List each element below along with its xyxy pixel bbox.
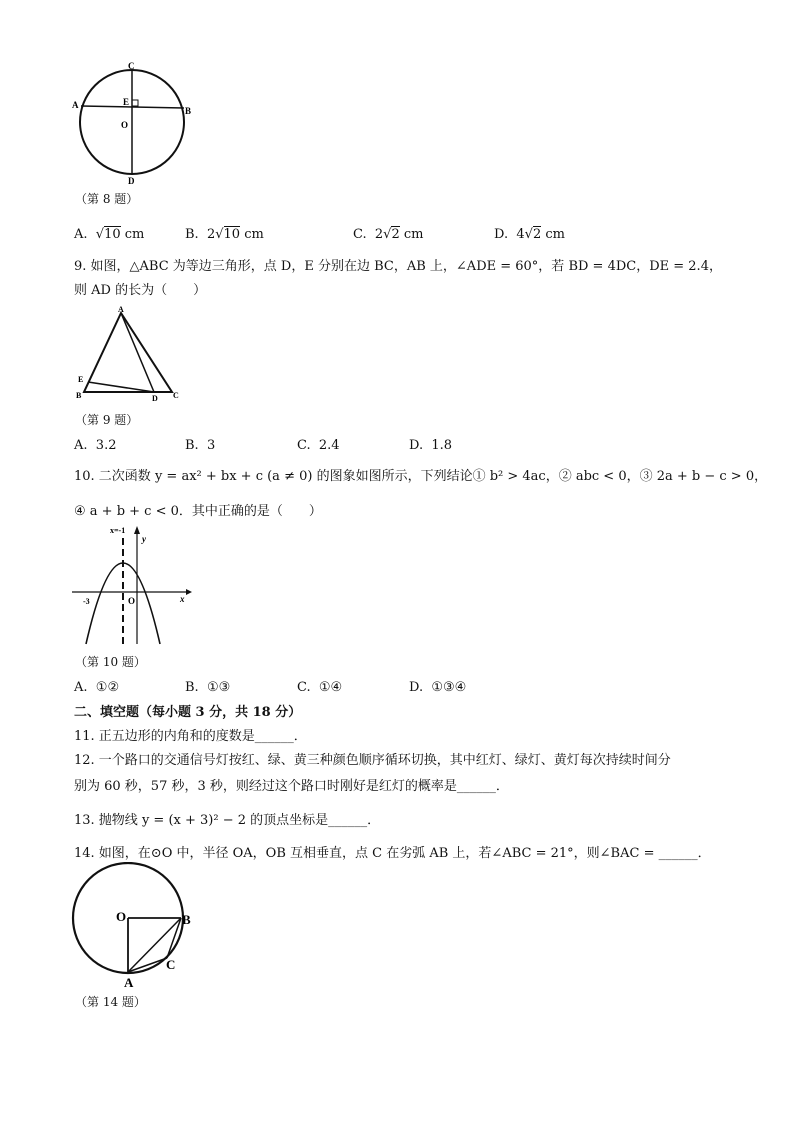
option-letter: A.	[74, 680, 88, 695]
q10-x-arrow	[186, 589, 192, 595]
unit: cm	[403, 227, 424, 242]
unit: cm	[545, 227, 565, 242]
q8-label-d: D	[128, 176, 135, 186]
option-letter: C.	[297, 438, 311, 453]
q9-stem-line2: 则 AD 的长为（ ）	[74, 283, 207, 298]
q10-option-d[interactable]	[409, 679, 466, 697]
section-heading: 二、填空题（每小题 3 分，共 18 分）	[74, 705, 302, 720]
q9-figure	[70, 303, 185, 403]
option-text: 3.2	[95, 438, 117, 453]
option-letter: C.	[353, 227, 367, 242]
q8-right-angle-mark	[132, 100, 138, 106]
option-text: ①③	[206, 680, 231, 695]
q14-label-o: O	[116, 909, 127, 924]
radicand: 2	[532, 227, 542, 242]
q9-label-d: D	[152, 394, 158, 403]
option-letter: A.	[74, 227, 88, 242]
option-letter: D.	[494, 227, 509, 242]
coefficient: 2	[206, 227, 216, 242]
q8-figure	[70, 58, 200, 188]
q9-segment-de	[88, 382, 154, 392]
q8-label-a: A	[72, 100, 79, 110]
q14-label-a: A	[124, 975, 134, 990]
q14-label-c: C	[166, 957, 176, 972]
q8-label-o: O	[121, 120, 129, 130]
q9-option-a[interactable]	[74, 437, 116, 455]
q8-option-b-value	[207, 226, 240, 242]
q8-label-b: B	[185, 106, 192, 116]
unit: cm	[124, 227, 145, 242]
option-letter: D.	[409, 680, 424, 695]
q10-figure	[68, 520, 193, 646]
q10-option-b[interactable]	[185, 679, 230, 697]
option-text: ①④	[318, 680, 343, 695]
q8-option-d[interactable]	[494, 226, 565, 244]
q8-option-c[interactable]	[353, 226, 424, 244]
q10-label-axis: x=-1	[110, 526, 126, 535]
option-letter: C.	[297, 680, 311, 695]
q8-option-d-value	[516, 226, 541, 242]
q12-stem-line2: 别为 60 秒，57 秒，3 秒，则经过这个路口时刚好是红灯的概率是______．	[74, 779, 509, 794]
option-letter: B.	[185, 680, 199, 695]
q10-label-y: y	[142, 534, 146, 544]
q9-triangle-abc	[84, 313, 172, 392]
q10-label-x: x	[180, 594, 185, 604]
q9-caption: （第 9 题）	[75, 413, 139, 427]
q9-option-b[interactable]	[185, 437, 215, 455]
q9-option-d[interactable]	[409, 437, 452, 455]
q8-caption: （第 8 题）	[75, 192, 139, 206]
q8-option-a[interactable]	[74, 226, 144, 244]
q12-stem-line1: 12. 一个路口的交通信号灯按红、绿、黄三种颜色顺序循环切换，其中红灯、绿灯、黄灯每次持续时间分	[74, 753, 671, 768]
option-text: ①②	[95, 680, 120, 695]
radicand: 10	[104, 227, 121, 242]
q9-label-a: A	[118, 305, 124, 314]
q10-caption: （第 10 题）	[75, 655, 146, 669]
q14-figure	[68, 862, 198, 990]
option-text: 2.4	[318, 438, 340, 453]
q10-label-neg3: -3	[83, 597, 90, 606]
q11-stem: 11. 正五边形的内角和的度数是______．	[74, 729, 307, 744]
q8-option-c-value	[375, 226, 400, 242]
q10-option-a[interactable]	[74, 679, 119, 697]
sqrt-sign: √	[383, 227, 392, 242]
q10-label-o: O	[128, 596, 136, 606]
q10-option-c[interactable]	[297, 679, 342, 697]
q8-label-c: C	[128, 61, 135, 71]
option-letter: B.	[185, 227, 199, 242]
q10-stem-line2: ④ a + b + c < 0．其中正确的是（ ）	[74, 504, 322, 519]
option-text: 1.8	[431, 438, 453, 453]
q9-option-c[interactable]	[297, 437, 340, 455]
q14-caption: （第 14 题）	[75, 995, 146, 1009]
option-text: ①③④	[431, 680, 467, 695]
q14-stem: 14. 如图，在⊙O 中，半径 OA，OB 互相垂直，点 C 在劣弧 AB 上，若∠ABC = 21°，则∠BAC = ______．	[74, 846, 711, 861]
q9-label-b: B	[76, 391, 82, 400]
q14-label-b: B	[182, 912, 191, 927]
option-text: 3	[206, 438, 216, 453]
unit: cm	[244, 227, 264, 242]
option-letter: D.	[409, 438, 424, 453]
q8-option-a-value	[96, 226, 121, 242]
sqrt-sign: √	[524, 227, 533, 242]
sqrt-sign: √	[215, 227, 224, 242]
q8-option-b[interactable]	[185, 226, 264, 244]
sqrt-sign: √	[95, 227, 105, 242]
q10-stem-line1: 10. 二次函数 y = ax² + bx + c (a ≠ 0) 的图象如图所示，下列结论① b² > 4ac，② abc < 0，③ 2a + b − c > 0，	[74, 469, 768, 484]
radicand: 10	[223, 227, 241, 242]
option-letter: A.	[74, 438, 88, 453]
coefficient: 2	[374, 227, 384, 242]
q13-stem: 13. 抛物线 y = (x + 3)² − 2 的顶点坐标是______．	[74, 813, 381, 828]
q8-label-e: E	[123, 97, 130, 107]
q9-segment-ad	[121, 313, 154, 392]
q9-label-c: C	[173, 391, 179, 400]
q9-stem-line1: 9. 如图，△ABC 为等边三角形，点 D，E 分别在边 BC，AB 上，∠ADE = 60°，若 BD = 4DC，DE = 2.4，	[74, 259, 722, 274]
q9-label-e: E	[78, 375, 84, 384]
option-letter: B.	[185, 438, 199, 453]
coefficient: 4	[516, 227, 525, 242]
radicand: 2	[391, 227, 400, 242]
q10-y-arrow	[134, 526, 140, 534]
